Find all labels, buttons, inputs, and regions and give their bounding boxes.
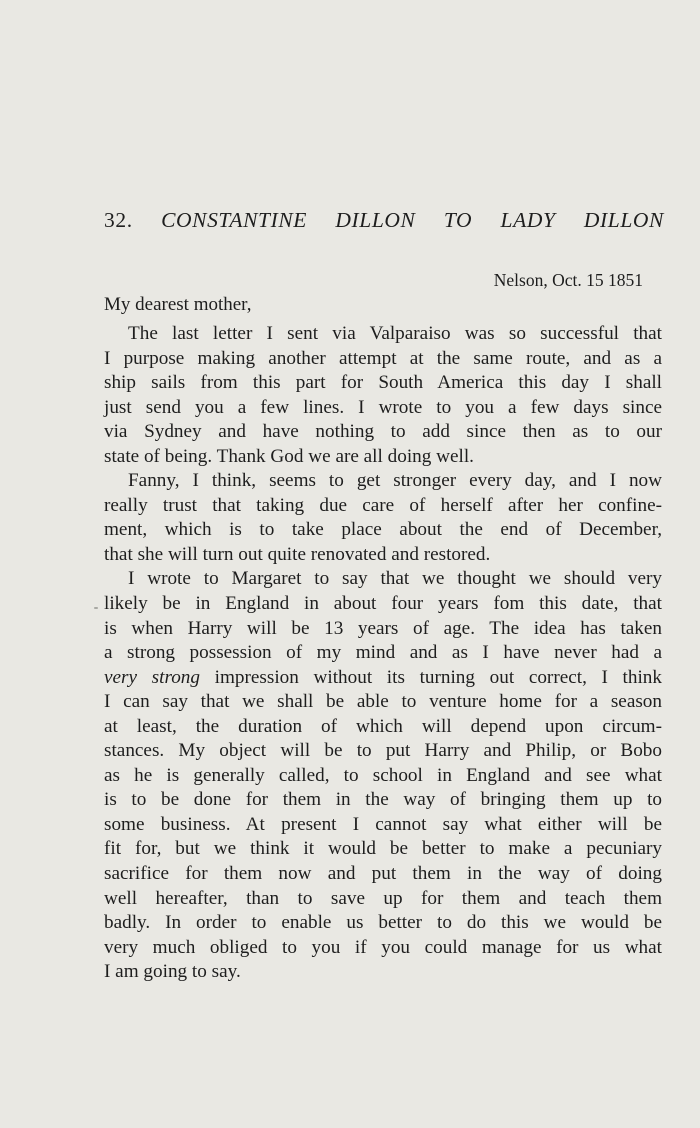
title-word: CONSTANTINE [161, 208, 308, 232]
text-line: really trust that taking due care of herself after her confine- [104, 494, 662, 516]
text-fragment: impression without its turning out correct, I think [214, 666, 662, 688]
text-line: a strong possession of my mind and as I have never had a [104, 642, 662, 664]
text-line: I purpose making another attempt at the same route, and as a [104, 347, 662, 369]
text-line: is to be done for them in the way of bringing them up to [104, 789, 662, 811]
text-line: badly. In order to enable us better to do this we would be [104, 912, 662, 934]
text-line: stances. My object will be to put Harry and Philip, or Bobo [104, 740, 662, 762]
text-line: Fanny, I think, seems to get stronger every day, and I now [128, 470, 662, 492]
paragraph-2 [104, 469, 662, 567]
text-line: at least, the duration of which will depend upon circum- [104, 715, 662, 737]
text-line: sacrifice for them now and put them in the way of doing [104, 863, 662, 885]
paragraph-1 [104, 322, 662, 469]
title-word: TO [443, 208, 473, 232]
text-line: I wrote to Margaret to say that we thought we should very [128, 568, 662, 590]
text-line: state of being. Thank God we are all doing well. [104, 445, 474, 467]
text-line: likely be in England in about four years fom this date, that [104, 593, 662, 615]
paragraph-3 [104, 567, 662, 984]
title-word: DILLON [335, 208, 416, 232]
title-word: DILLON [583, 208, 664, 232]
text-line: is when Harry will be 13 years of age. The idea has taken [104, 617, 662, 639]
text-line: I am going to say. [104, 961, 241, 983]
title-word: LADY [500, 208, 556, 232]
text-line: I can say that we shall be able to venture home for a season [104, 691, 662, 713]
margin-mark [94, 607, 98, 609]
text-line: some business. At present I cannot say what either will be [104, 813, 662, 835]
text-line: via Sydney and have nothing to add since then as to our [104, 421, 662, 443]
text-line: The last letter I sent via Valparaiso was so successful that [128, 323, 662, 344]
text-line: just send you a few lines. I wrote to you a few days since [104, 396, 662, 418]
dateline: Nelson, Oct. 15 1851 [493, 270, 643, 290]
text-line: ment, which is to take place about the end of December, [104, 519, 662, 541]
text-line: well hereafter, than to save up for them and teach them [104, 887, 662, 909]
text-line-with-italic [104, 666, 662, 691]
text-line: very much obliged to you if you could manage for us what [104, 936, 662, 958]
text-line: that she will turn out quite renovated and restored. [104, 543, 491, 565]
letter-body [104, 322, 662, 985]
salutation: My dearest mother, [104, 294, 252, 315]
letter-heading [104, 208, 664, 233]
text-line: as he is generally called, to school in England and see what [104, 764, 662, 786]
italic-phrase: very strong [104, 666, 200, 688]
text-line: ship sails from this part for South America this day I shall [104, 372, 662, 394]
text-line: fit for, but we think it would be better to make a pecuniary [104, 838, 662, 860]
letter-number: 32. [104, 208, 133, 232]
